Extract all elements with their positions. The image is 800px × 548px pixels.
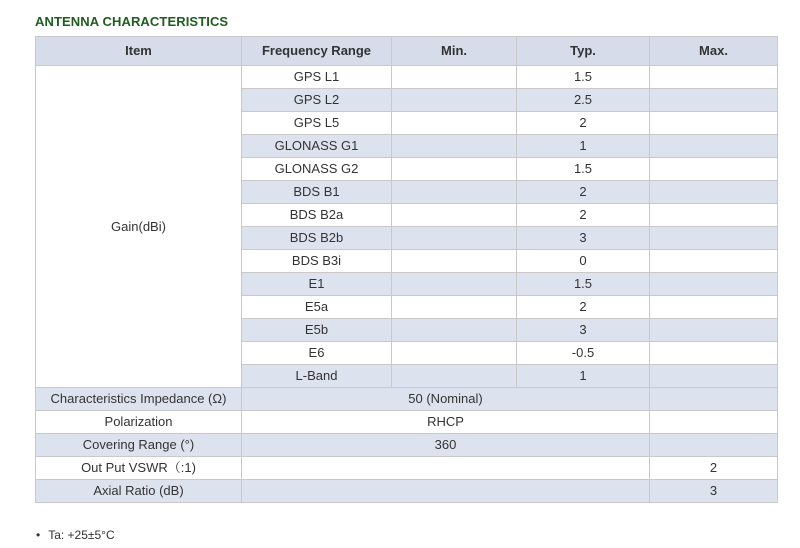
table-row [36,66,778,89]
typ-value: 1.5 [517,273,650,296]
max-value [650,296,778,319]
band-name: BDS B1 [242,181,392,204]
bullet-icon: • [36,528,41,542]
band-name: GPS L2 [242,89,392,112]
typ-value: 2 [517,296,650,319]
min-value [392,227,517,250]
footnote-text: Ta: +25±5°C [48,528,115,542]
min-value [392,112,517,135]
polarization-max [650,411,778,434]
typ-value: 1 [517,365,650,388]
min-value [392,181,517,204]
table-row-covering-range [36,434,778,457]
section-title: ANTENNA CHARACTERISTICS [35,14,229,29]
impedance-item: Characteristics Impedance (Ω) [36,388,242,411]
polarization-value: RHCP [242,411,650,434]
vswr-max: 2 [650,457,778,480]
band-name: BDS B2a [242,204,392,227]
max-value [650,181,778,204]
polarization-item: Polarization [36,411,242,434]
min-value [392,89,517,112]
max-value [650,112,778,135]
footnote [36,528,115,542]
axial-item: Axial Ratio (dB) [36,480,242,503]
max-value [650,342,778,365]
band-name: E1 [242,273,392,296]
max-value [650,227,778,250]
impedance-value: 50 (Nominal) [242,388,650,411]
max-value [650,204,778,227]
max-value [650,158,778,181]
typ-value: 3 [517,319,650,342]
typ-value: 1 [517,135,650,158]
band-name: GLONASS G1 [242,135,392,158]
header-typ: Typ. [517,37,650,66]
band-name: BDS B3i [242,250,392,273]
typ-value: 1.5 [517,66,650,89]
max-value [650,319,778,342]
band-name: E6 [242,342,392,365]
table-row-vswr [36,457,778,480]
typ-value: 0 [517,250,650,273]
band-name: GPS L1 [242,66,392,89]
min-value [392,158,517,181]
covering-item: Covering Range (°) [36,434,242,457]
header-item: Item [36,37,242,66]
min-value [392,66,517,89]
header-frequency-range: Frequency Range [242,37,392,66]
table-row-axial-ratio [36,480,778,503]
header-max: Max. [650,37,778,66]
covering-value: 360 [242,434,650,457]
max-value [650,365,778,388]
band-name: L-Band [242,365,392,388]
max-value [650,66,778,89]
table-row-impedance [36,388,778,411]
typ-value: -0.5 [517,342,650,365]
min-value [392,365,517,388]
max-value [650,273,778,296]
min-value [392,204,517,227]
band-name: E5b [242,319,392,342]
typ-value: 2 [517,181,650,204]
typ-value: 2 [517,204,650,227]
antenna-characteristics-table [35,36,778,503]
max-value [650,250,778,273]
min-value [392,135,517,158]
header-min: Min. [392,37,517,66]
band-name: E5a [242,296,392,319]
min-value [392,296,517,319]
impedance-max [650,388,778,411]
table-header-row [36,37,778,66]
max-value [650,89,778,112]
typ-value: 1.5 [517,158,650,181]
typ-value: 2 [517,112,650,135]
covering-max [650,434,778,457]
axial-max: 3 [650,480,778,503]
band-name: GPS L5 [242,112,392,135]
gain-item-label: Gain(dBi) [36,66,242,388]
table-row-polarization [36,411,778,434]
axial-value [242,480,650,503]
min-value [392,273,517,296]
min-value [392,319,517,342]
vswr-value [242,457,650,480]
min-value [392,342,517,365]
typ-value: 3 [517,227,650,250]
typ-value: 2.5 [517,89,650,112]
band-name: GLONASS G2 [242,158,392,181]
vswr-item: Out Put VSWR（:1) [36,457,242,480]
min-value [392,250,517,273]
band-name: BDS B2b [242,227,392,250]
max-value [650,135,778,158]
